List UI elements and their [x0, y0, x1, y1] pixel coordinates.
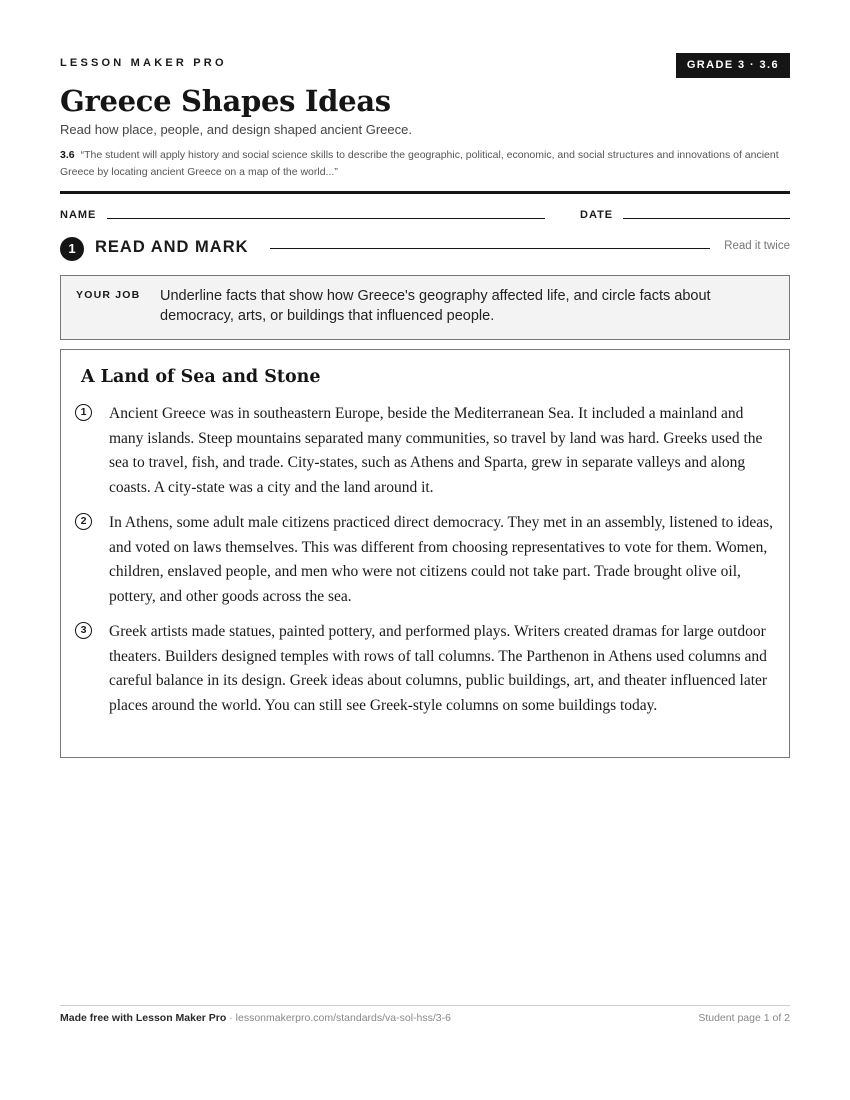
footer-made-with: Made free with Lesson Maker Pro [60, 1012, 227, 1024]
grade-badge: GRADE 3 · 3.6 [676, 53, 790, 78]
job-text: Underline facts that show how Greece's geography affected life, and circle facts about democracy, arts, or buildings that influenced people. [160, 288, 711, 324]
section-title: READ AND MARK [95, 238, 249, 256]
section-header [60, 236, 790, 260]
reading-passage-box [60, 349, 790, 758]
paragraph-number: 1 [75, 404, 92, 421]
name-date-row [60, 207, 790, 223]
header-divider [60, 191, 790, 194]
job-label: YOUR JOB [76, 289, 141, 301]
paragraph-text: In Athens, some adult male citizens practiced direct democracy. They met in an assembly, listened to ideas, and voted on laws themselves. This was different from choosing representatives to vote for them. Women, children, enslaved people, and men who were not citizens could not take part. Trade brought olive oil, pottery, and other goods across the sea. [109, 514, 773, 605]
section-divider [270, 248, 710, 249]
section-number-badge: 1 [60, 237, 84, 261]
name-label: NAME [60, 209, 97, 221]
footer-url[interactable]: · lessonmakerpro.com/standards/va-sol-hss/3-6 [226, 1012, 451, 1024]
section-hint: Read it twice [724, 240, 790, 252]
standard-statement [60, 147, 790, 181]
date-label: DATE [580, 209, 614, 221]
paragraph-number: 2 [75, 513, 92, 530]
standard-code: 3.6 [60, 149, 75, 161]
footer-divider [60, 1005, 790, 1006]
paragraph-text: Ancient Greece was in southeastern Europe, beside the Mediterranean Sea. It included a mainland and many islands. Steep mountains separated many communities, so travel by land was hard. Greeks used the sea to travel, fish, and trade. City-states, such as Athens and Sparta, grew in separate valleys and along coasts. A city-state was a city and the land around it. [109, 405, 763, 496]
date-field[interactable] [623, 218, 790, 219]
paragraph-text: Greek artists made statues, painted pottery, and performed plays. Writers created dramas for large outdoor theaters. Builders designed temples with rows of tall columns. The Parthenon in Athens used columns and careful balance in its design. Greek ideas about columns, public buildings, art, and theater influenced later places around the world. You can still see Greek-style columns on some buildings today. [109, 623, 768, 714]
job-instructions-box [60, 275, 790, 340]
name-field[interactable] [107, 218, 545, 219]
brand-name: LESSON MAKER PRO [60, 57, 227, 69]
reading-title: A Land of Sea and Stone [81, 367, 321, 387]
page-title: Greece Shapes Ideas [60, 84, 391, 118]
page-subtitle: Read how place, people, and design shaped ancient Greece. [60, 122, 412, 137]
footer-credit [60, 1012, 451, 1024]
worksheet-page [60, 0, 790, 1100]
paragraph-number: 3 [75, 622, 92, 639]
footer-page-number: Student page 1 of 2 [698, 1012, 790, 1024]
standard-text: “The student will apply history and social science skills to describe the geographic, political, economic, and social structures and innovations of ancient Greece by locating ancient Greece on a map of the world...” [60, 149, 779, 178]
